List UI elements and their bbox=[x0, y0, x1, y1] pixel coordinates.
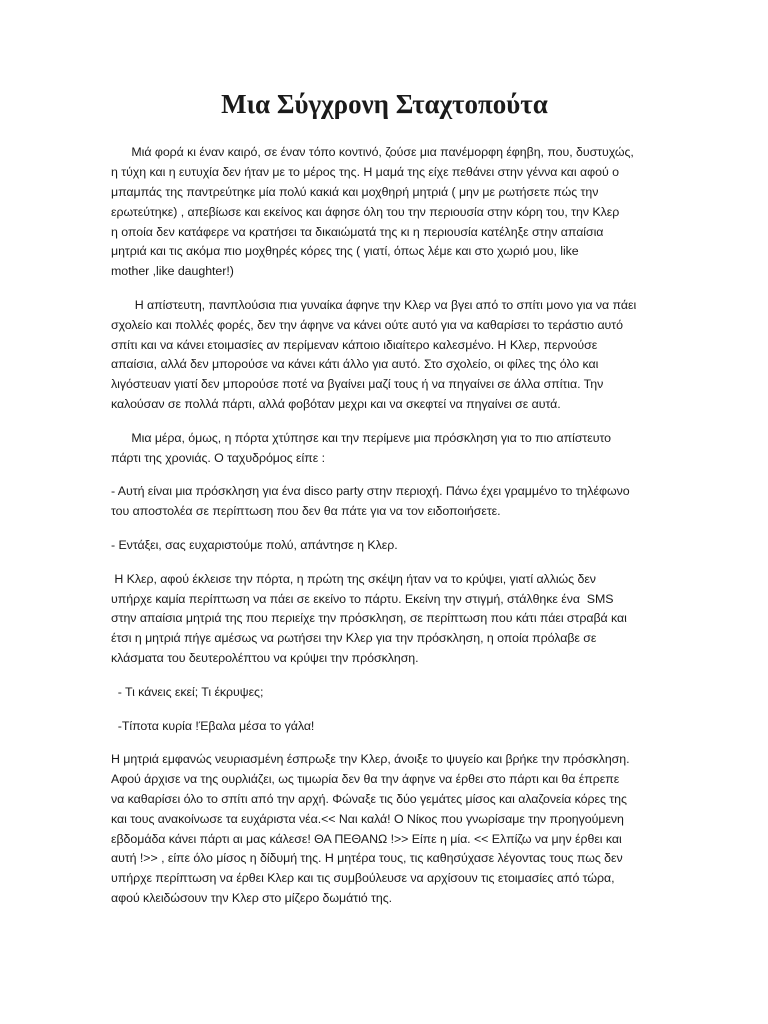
text-line: κλάσματα του δευτερολέπτου να κρύψει την πρόσκληση. bbox=[111, 650, 419, 665]
text-line: Μια μέρα, όμως, η πόρτα χτύπησε και την περίμενε μια πρόσκληση για το πιο απίστευτο bbox=[111, 430, 611, 445]
paragraph bbox=[111, 570, 658, 669]
paragraph bbox=[111, 482, 658, 522]
paragraph bbox=[111, 296, 658, 415]
text-line: Μιά φορά κι έναν καιρό, σε έναν τόπο κοντινό, ζούσε μια πανέμορφη έφηβη, που, δυστυχώς, bbox=[111, 145, 634, 160]
text-line: η οποία δεν κατάφερε να κρατήσει τα δικαιώματά της κι η περιουσία κατέληξε στην απαίσια bbox=[111, 224, 604, 239]
document-title: Μια Σύγχρονη Σταχτοπούτα bbox=[221, 89, 548, 119]
text-line: υπήρχε καμία περίπτωση να πάει σε εκείνο το πάρτυ. Εκείνη την στιγμή, στάλθηκε ένα SMS bbox=[111, 591, 614, 606]
paragraph bbox=[111, 143, 658, 282]
text-line: υπήρχε περίπτωση να έρθει Κλερ και τις συμβούλευσε να αρχίσουν τις ετοιμασίες από τώρα, bbox=[111, 871, 615, 886]
text-line: - Εντάξει, σας ευχαριστούμε πολύ, απάντησε η Κλερ. bbox=[111, 537, 398, 552]
text-line: απαίσια, αλλά δεν μπορούσε να κάνει κάτι άλλο για αυτό. Στο σχολείο, οι φίλες της όλο και bbox=[111, 357, 599, 372]
text-line: σπίτι και να κάνει ετοιμασίες αν περίμεναν κάποιο ιδιαίτερο καλεσμένο. Η Κλερ, περνούσε bbox=[111, 337, 598, 352]
text-line: σχολείο και πολλές φορές, δεν την άφηνε να κάνει ούτε αυτό για να καθαρίσει το τεράστιο αυτό bbox=[111, 317, 623, 332]
text-line: αυτή !>> , είπε όλο μίσος η δίδυμή της. Η μητέρα τους, τις καθησύχασε λέγοντας τους πως δεν bbox=[111, 851, 623, 866]
document-body bbox=[111, 143, 658, 908]
text-line: ερωτεύτηκε) , απεβίωσε και εκείνος και άφησε όλη του την περιουσία στην κόρη του, την Κλερ bbox=[111, 204, 620, 219]
paragraph bbox=[111, 429, 658, 469]
text-line: εβδομάδα κάνει πάρτι αι μας κάλεσε! ΘΑ ΠΕΘΑΝΩ !>> Είπε η μία. << Ελπίζω να μην έρθει και bbox=[111, 831, 622, 846]
text-line: να καθαρίσει όλο το σπίτι από την αρχή. Φώναξε τις δύο γεμάτες μίσος και αλαζονεία κόρες της bbox=[111, 791, 627, 806]
text-line: η τύχη και η ευτυχία δεν ήταν με το μέρος της. Η μαμά της είχε πεθάνει στην γέννα και αφού ο bbox=[111, 165, 619, 180]
text-line: του αποστολέα σε περίπτωση που δεν θα πάτε για να τον ειδοποιήσετε. bbox=[111, 504, 501, 519]
text-line: Η μητριά εμφανώς νευριασμένη έσπρωξε την Κλερ, άνοιξε το ψυγείο και βρήκε την πρόσκληση. bbox=[111, 752, 630, 767]
text-line: - Τι κάνεις εκεί; Τι έκρυψες; bbox=[111, 684, 264, 699]
text-line: στην απαίσια μητριά της που περιείχε την πρόσκληση, σε περίπτωση που κάτι πάει στραβά και bbox=[111, 611, 627, 626]
text-line: έτσι η μητριά πήγε αμέσως να ρωτήσει την Κλερ για την πρόσκληση, η οποία πρόλαβε σε bbox=[111, 631, 597, 646]
text-line: αφού κλειδώσουν την Κλερ στο μίζερο δωμάτιό της. bbox=[111, 890, 393, 905]
paragraph bbox=[111, 750, 658, 908]
text-line: mother ,like daughter!) bbox=[111, 264, 234, 279]
text-line: καλούσαν σε πολλά πάρτι, αλλά φοβόταν μεχρι και να σκεφτεί να πηγαίνει σε αυτά. bbox=[111, 396, 561, 411]
text-line: και τους ανακοίνωσε τα ευχάριστα νέα.<< Ναι καλά! Ο Νίκος που γνωρίσαμε την προηγούμενη bbox=[111, 811, 624, 826]
text-line: - Αυτή είναι μια πρόσκληση για ένα disco party στην περιοχή. Πάνω έχει γραμμένο το τηλέφωνο bbox=[111, 484, 630, 499]
paragraph bbox=[111, 536, 658, 556]
text-line: -Τίποτα κυρία !Έβαλα μέσα το γάλα! bbox=[111, 718, 315, 733]
text-line: πάρτι της χρονιάς. Ο ταχυδρόμος είπε : bbox=[111, 450, 325, 465]
paragraph bbox=[111, 717, 658, 737]
text-line: Αφού άρχισε να της ουρλιάζει, ως τιμωρία δεν θα την άφηνε να έρθει στο πάρτι και θα έπρεπε bbox=[111, 772, 620, 787]
paragraph bbox=[111, 683, 658, 703]
text-line: μητριά και τις ακόμα πιο μοχθηρές κόρες της ( γιατί, όπως λέμε και στο χωριό μου, like bbox=[111, 244, 579, 259]
text-line: Η απίστευτη, πανπλούσια πια γυναίκα άφηνε την Κλερ να βγει από το σπίτι μονο για να πάει bbox=[111, 297, 637, 312]
text-line: μπαμπάς της παντρεύτηκε μία πολύ κακιά και μοχθηρή μητριά ( μην με ρωτήσετε πώς την bbox=[111, 184, 599, 199]
text-line: Η Κλερ, αφού έκλεισε την πόρτα, η πρώτη της σκέψη ήταν να το κρύψει, γιατί αλλιώς δεν bbox=[111, 571, 596, 586]
text-line: λιγόστευαν γιατί δεν μπορούσε ποτέ να βγαίνει μαζί τους ή να πηγαίνει σε άλλα σπίτια. Την bbox=[111, 377, 604, 392]
